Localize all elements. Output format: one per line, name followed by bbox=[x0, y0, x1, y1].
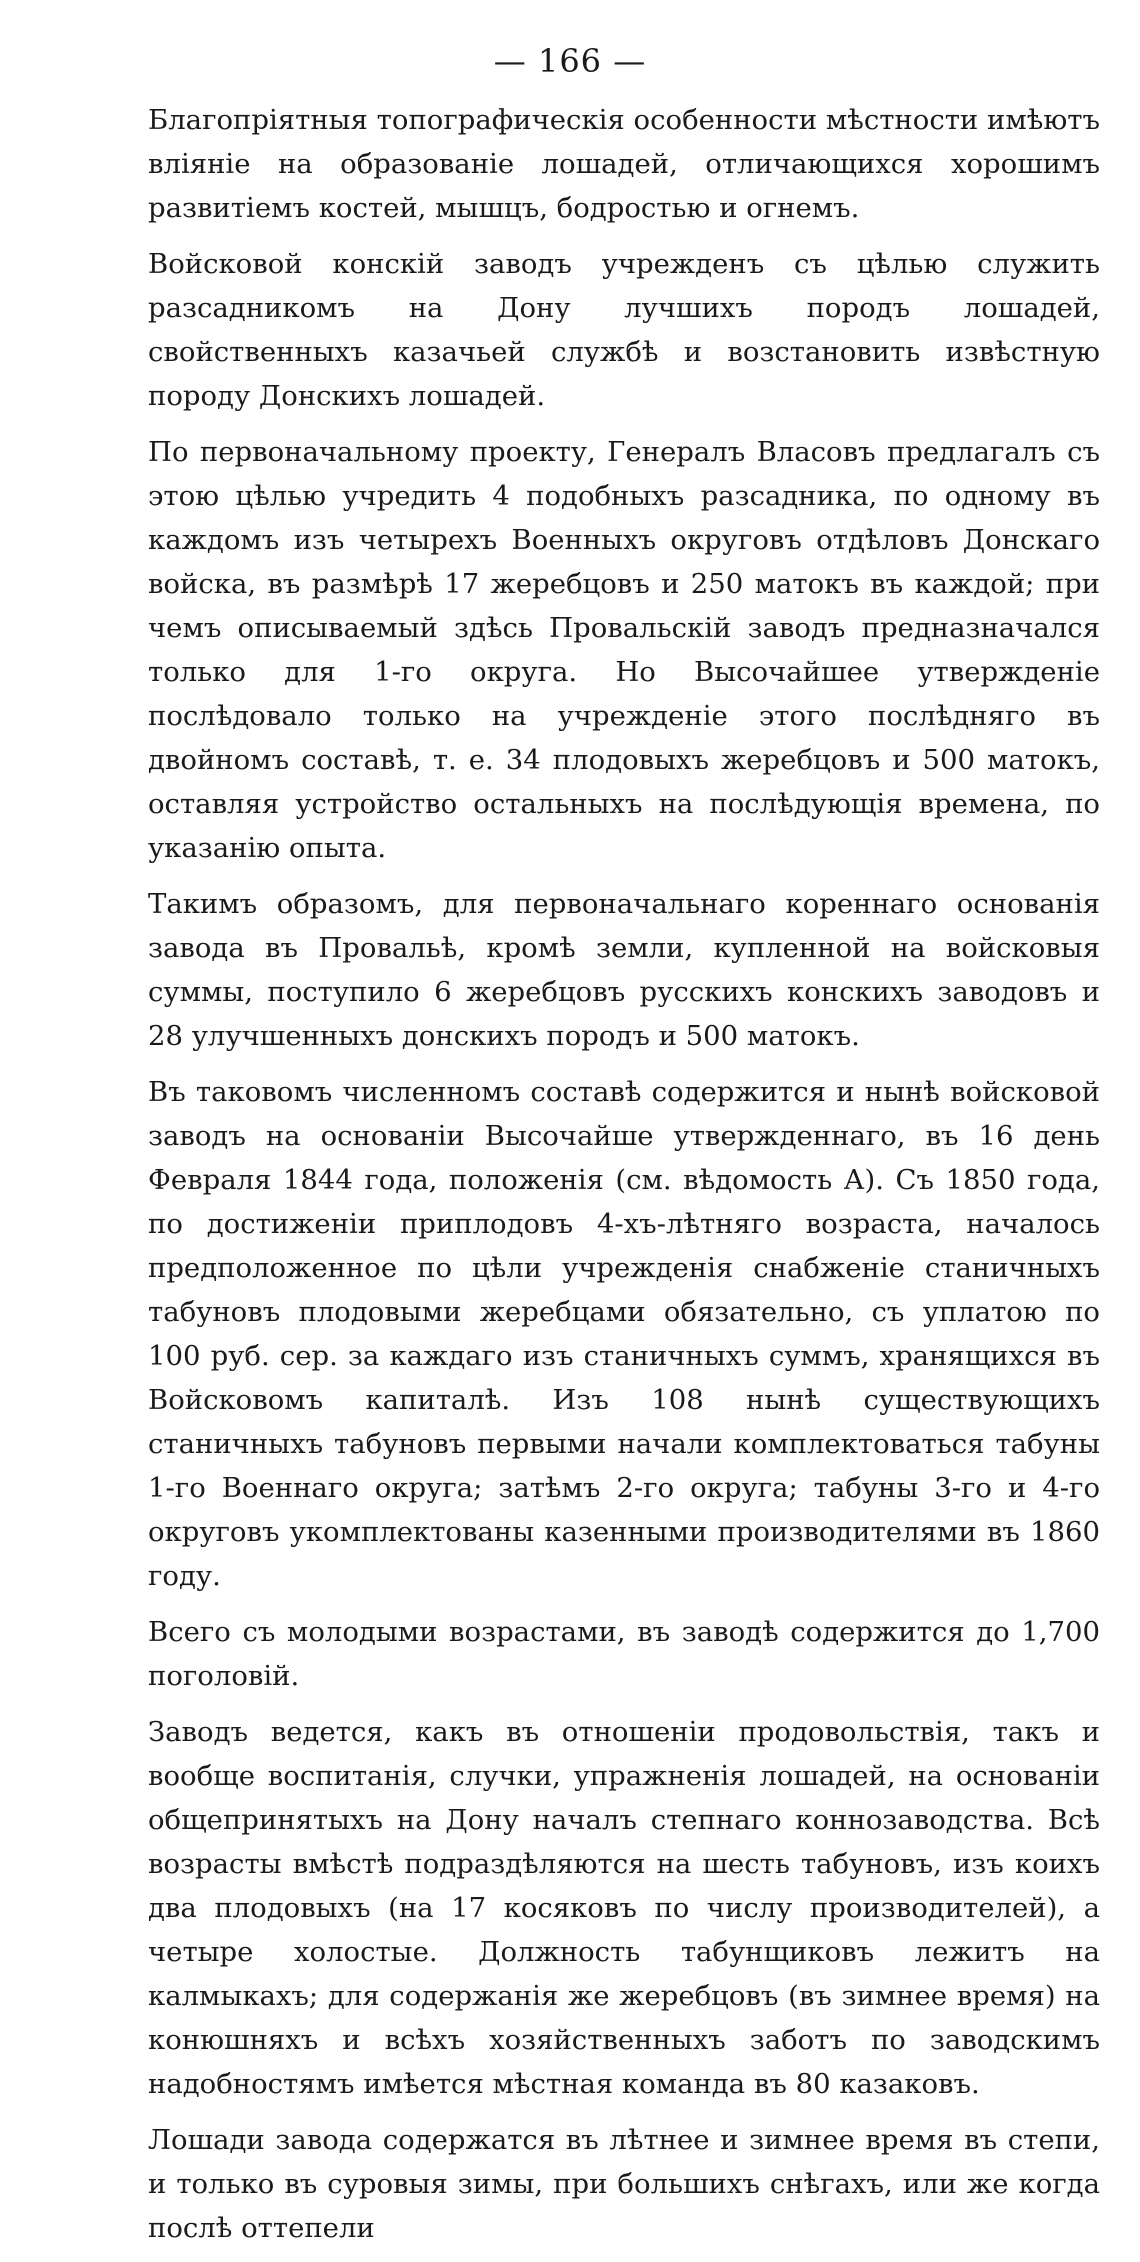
paragraph-4: Такимъ образомъ, для первоначальнаго кореннаго основанія завода въ Провальѣ, кромѣ земли, купленной на войсковыя суммы, поступило 6 жеребцовъ русскихъ конскихъ заводовъ и 28 улучшенныхъ донскихъ породъ и 500 матокъ. bbox=[148, 888, 1100, 1052]
paragraph-8: Лошади завода содержатся въ лѣтнее и зимнее время въ степи, и только въ суровыя зимы, при большихъ снѣгахъ, или же когда послѣ оттепели bbox=[148, 2124, 1100, 2244]
paragraph-3: По первоначальному проекту, Генералъ Власовъ предлагалъ съ этою цѣлью учредить 4 подобныхъ разсадника, по одному въ каждомъ изъ четырехъ Военныхъ округовъ отдѣловъ Донскаго войска, въ размѣрѣ 17 жеребцовъ и 250 матокъ въ каждой; при чемъ описываемый здѣсь Провальскій заводъ предназначался только для 1-го округа. Но Высочайшее утвержденіе послѣдовало только на учрежденіе этого послѣдняго въ двойномъ составѣ, т. е. 34 плодовыхъ жеребцовъ и 500 матокъ, оставляя устройство остальныхъ на послѣдующія времена, по указанію опыта. bbox=[148, 436, 1100, 864]
paragraph-7: Заводъ ведется, какъ въ отношеніи продовольствія, такъ и вообще воспитанія, случки, упражненія лошадей, на основаніи общепринятыхъ на Дону началъ степнаго коннозаводства. Всѣ возрасты вмѣстѣ подраздѣляются на шесть табуновъ, изъ коихъ два плодовыхъ (на 17 косяковъ по числу производителей), а четыре холостые. Должность табунщиковъ лежитъ на калмыкахъ; для содержанія же жеребцовъ (въ зимнее время) на конюшняхъ и всѣхъ хозяйственныхъ заботъ по заводскимъ надобностямъ имѣется мѣстная команда въ 80 казаковъ. bbox=[148, 1716, 1100, 2100]
paragraph-1: Благопріятныя топографическія особенности мѣстности имѣютъ вліяніе на образованіе лошадей, отличающихся хорошимъ развитіемъ костей, мышцъ, бодростью и огнемъ. bbox=[148, 104, 1100, 224]
paragraph-6: Всего съ молодыми возрастами, въ заводѣ содержится до 1,700 поголовій. bbox=[148, 1616, 1100, 1692]
paragraph-5: Въ таковомъ численномъ составѣ содержится и нынѣ войсковой заводъ на основаніи Высочайше утвержденнаго, въ 16 день Февраля 1844 года, положенія (см. вѣдомость А). Съ 1850 года, по достиженіи приплодовъ 4-хъ-лѣтняго возраста, началось предположенное по цѣли учрежденія снабженіе станичныхъ табуновъ плодовыми жеребцами обязательно, съ уплатою по 100 руб. сер. за каждаго изъ станичныхъ суммъ, хранящихся въ Войсковомъ капиталѣ. Изъ 108 нынѣ существующихъ станичныхъ табуновъ первыми начали комплектоваться табуны 1-го Военнаго округа; затѣмъ 2-го округа; табуны 3-го и 4-го округовъ укомплектованы казенными производителями въ 1860 году. bbox=[148, 1076, 1100, 1592]
body-text bbox=[148, 98, 1100, 2262]
paragraph-2: Войсковой конскій заводъ учрежденъ съ цѣлью служить разсадникомъ на Дону лучшихъ породъ лошадей, свойственныхъ казачьей службѣ и возстановить извѣстную породу Донскихъ лошадей. bbox=[148, 248, 1100, 412]
page-number: — 166 — bbox=[493, 42, 647, 80]
